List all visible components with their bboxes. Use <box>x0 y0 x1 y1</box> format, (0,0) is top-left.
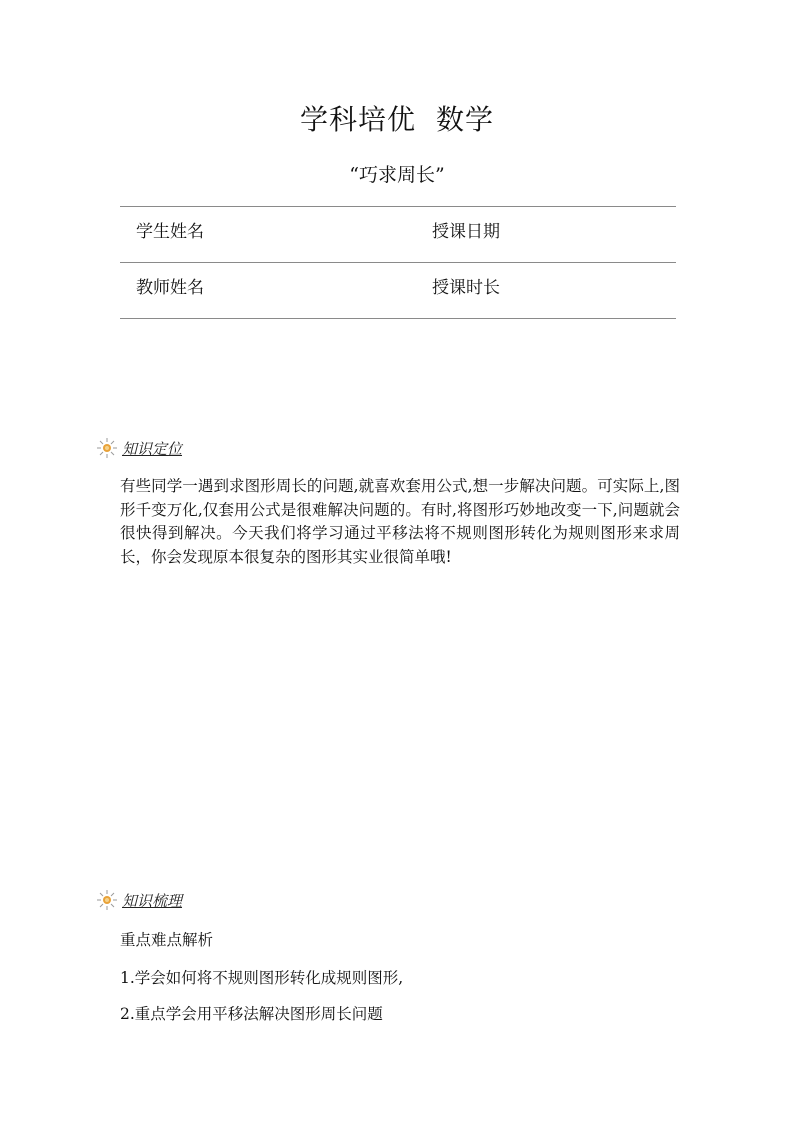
lesson-date-label: 授课日期 <box>432 222 500 242</box>
key-point-item: 2.重点学会用平移法解决图形周长问题 <box>120 1005 383 1023</box>
intro-paragraph: 有些同学一遇到求图形周长的问题,就喜欢套用公式,想一步解决问题。可实际上,图形千变万化,仅套用公式是很难解决问题的。有时,将图形巧妙地改变一下,问题就会很快得到解决。今天我们将学习通过平移法将不规则图形转化为规则图形来求周长，你会发现原本很复杂的图形其实业很简单哦! <box>120 477 680 566</box>
student-name-label: 学生姓名 <box>136 222 204 242</box>
page-subtitle: “巧求周长” <box>349 164 445 186</box>
sun-flower-icon <box>96 437 118 459</box>
section-heading-label: 知识梳理 <box>122 891 183 910</box>
teacher-name-label: 教师姓名 <box>136 278 204 298</box>
lesson-duration-label: 授课时长 <box>432 278 500 298</box>
sun-flower-icon <box>96 889 118 911</box>
info-row <box>120 263 676 319</box>
key-point-item: 1.学会如何将不规则图形转化成规则图形, <box>120 969 404 987</box>
key-points-subheading: 重点难点解析 <box>120 931 214 949</box>
section-heading-label: 知识定位 <box>122 439 183 458</box>
info-table <box>120 206 676 319</box>
section-heading-review <box>96 886 182 914</box>
info-row <box>120 207 676 263</box>
page-title: 学科培优 数学 <box>300 103 494 136</box>
section-heading-positioning <box>96 434 182 462</box>
